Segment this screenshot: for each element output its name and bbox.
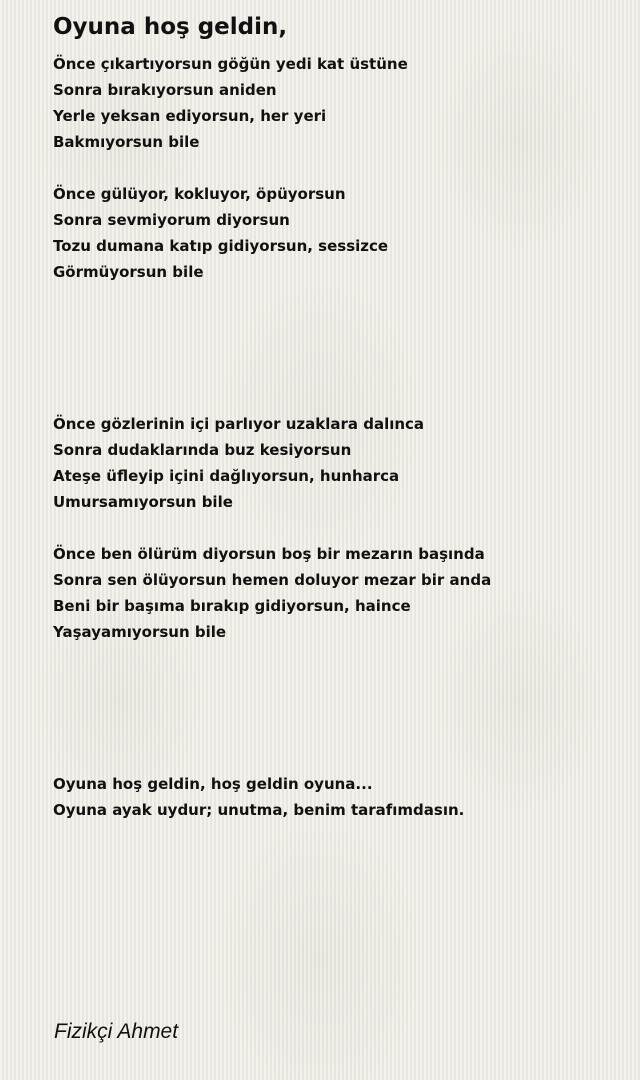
stanza-4 xyxy=(53,541,491,645)
poem-line: Sonra bırakıyorsun aniden xyxy=(53,81,277,99)
poem-line: Sonra sevmiyorum diyorsun xyxy=(53,211,290,229)
poem-line: Önce çıkartıyorsun göğün yedi kat üstüne xyxy=(53,55,408,73)
poem-title: Oyuna hoş geldin, xyxy=(53,14,288,40)
poem-line: Bakmıyorsun bile xyxy=(53,133,200,151)
poem-line: Umursamıyorsun bile xyxy=(53,493,233,511)
poem-line: Oyuna ayak uydur; unutma, benim tarafımdasın. xyxy=(53,801,465,819)
poem-line: Beni bir başıma bırakıp gidiyorsun, haince xyxy=(53,597,411,615)
poem-line: Önce gülüyor, kokluyor, öpüyorsun xyxy=(53,185,346,203)
poem-line: Görmüyorsun bile xyxy=(53,263,204,281)
stanza-3 xyxy=(53,411,424,515)
poem-line: Önce ben ölürüm diyorsun boş bir mezarın başında xyxy=(53,545,485,563)
stanza-5 xyxy=(53,771,464,823)
poem-line: Sonra dudaklarında buz kesiyorsun xyxy=(53,441,352,459)
poem-line: Önce gözlerinin içi parlıyor uzaklara dalınca xyxy=(53,415,425,433)
stanza-1 xyxy=(53,51,408,155)
poem-line: Sonra sen ölüyorsun hemen doluyor mezar bir anda xyxy=(53,571,492,589)
stanza-2 xyxy=(53,181,388,285)
poem-line: Ateşe üfleyip içini dağlıyorsun, hunharca xyxy=(53,467,400,485)
poem-author: Fizikçi Ahmet xyxy=(54,1020,179,1043)
poem-line: Oyuna hoş geldin, hoş geldin oyuna... xyxy=(53,775,373,793)
poem-line: Tozu dumana katıp gidiyorsun, sessizce xyxy=(53,237,389,255)
poem-line: Yerle yeksan ediyorsun, her yeri xyxy=(53,107,327,125)
poem-line: Yaşayamıyorsun bile xyxy=(53,623,227,641)
